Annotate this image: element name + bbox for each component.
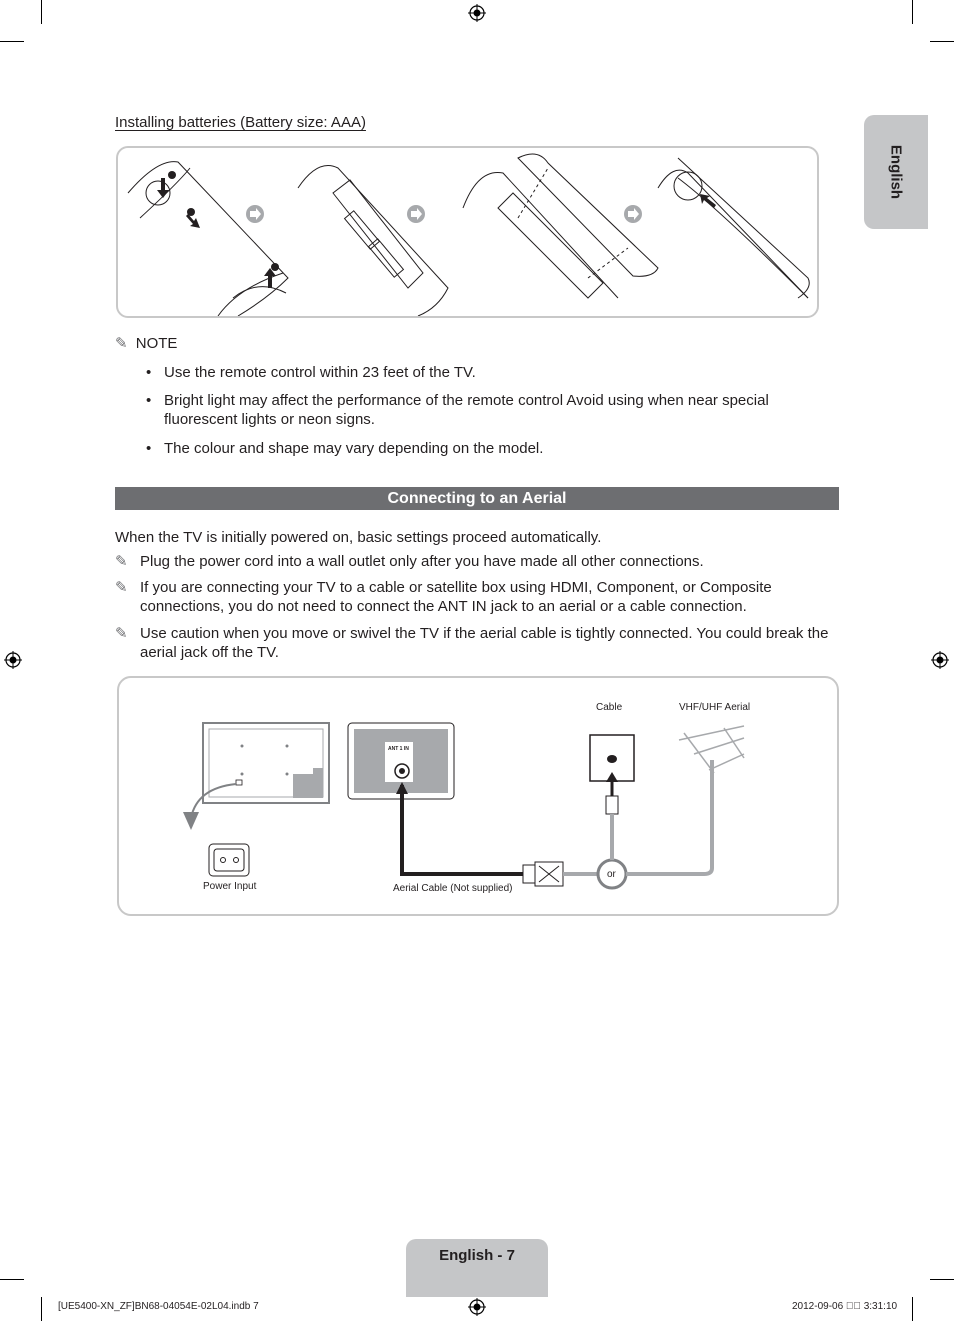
crop-mark: [41, 0, 42, 24]
aerial-connection-diagram: [117, 676, 839, 916]
language-tab-label: English: [887, 144, 905, 200]
note-bullet-text: The colour and shape may vary depending on the model.: [164, 440, 544, 457]
bullet-icon: •: [146, 440, 152, 457]
ant-in-label: ANT 1 IN: [388, 746, 409, 752]
aerial-intro: When the TV is initially powered on, basic settings proceed automatically.: [115, 529, 602, 546]
crop-mark: [912, 1297, 913, 1321]
crop-mark: [41, 1297, 42, 1321]
registration-mark-icon: [468, 4, 486, 22]
crop-mark: [912, 0, 913, 24]
registration-mark-icon: [4, 651, 22, 669]
or-label: or: [607, 869, 616, 880]
bullet-icon: •: [146, 392, 152, 409]
aerial-note-text: If you are connecting your TV to a cable or satellite box using HDMI, Component, or Composite connections, you do not need to connect the ANT IN jack to an aerial or a cable connection.: [140, 579, 772, 615]
connection-diagram-drawing: [119, 678, 837, 914]
registration-mark-icon: [931, 651, 949, 669]
crop-mark: [0, 41, 24, 42]
battery-section-title: Installing batteries (Battery size: AAA): [115, 114, 366, 131]
cable-label: Cable: [596, 702, 623, 713]
page-number-label: English - 7: [439, 1247, 515, 1264]
note-bullet-text: Use the remote control within 23 feet of the TV.: [164, 364, 476, 381]
note-heading: [115, 334, 177, 352]
aerial-section-banner: Connecting to an Aerial: [115, 487, 839, 510]
aerial-note-text: Plug the power cord into a wall outlet only after you have made all other connections.: [140, 553, 704, 570]
aerial-cable-label: Aerial Cable (Not supplied): [393, 883, 513, 894]
crop-mark: [0, 1279, 24, 1280]
file-info: [UE5400-XN_ZF]BN68-04054E-02L04.indb 7: [58, 1301, 259, 1312]
crop-mark: [930, 1279, 954, 1280]
note-bullet-text: Bright light may affect the performance of the remote control Avoid using when near special fluorescent lights or neon signs.: [164, 392, 769, 428]
crop-mark: [930, 41, 954, 42]
aerial-note-text: Use caution when you move or swivel the TV if the aerial cable is tightly connected. You could break the aerial jack off the TV.: [140, 625, 829, 661]
note-pencil-icon: ✎: [115, 335, 128, 352]
note-pencil-icon: ✎: [115, 553, 128, 570]
note-pencil-icon: ✎: [115, 579, 128, 596]
bullet-icon: •: [146, 364, 152, 381]
power-input-label: Power Input: [203, 881, 257, 892]
battery-steps-illustration: [118, 148, 817, 316]
vhf-uhf-label: VHF/UHF Aerial: [679, 702, 751, 713]
registration-mark-icon: [468, 1298, 486, 1316]
tv-back-icon: [203, 723, 329, 803]
language-tab: [864, 115, 928, 229]
note-heading-label: NOTE: [135, 335, 178, 352]
note-pencil-icon: ✎: [115, 625, 128, 642]
page-number-tab: [406, 1239, 548, 1297]
date-info: 2012-09-06 ￿￿ 3:31:10: [792, 1301, 898, 1312]
battery-illustration-frame: [116, 146, 819, 318]
